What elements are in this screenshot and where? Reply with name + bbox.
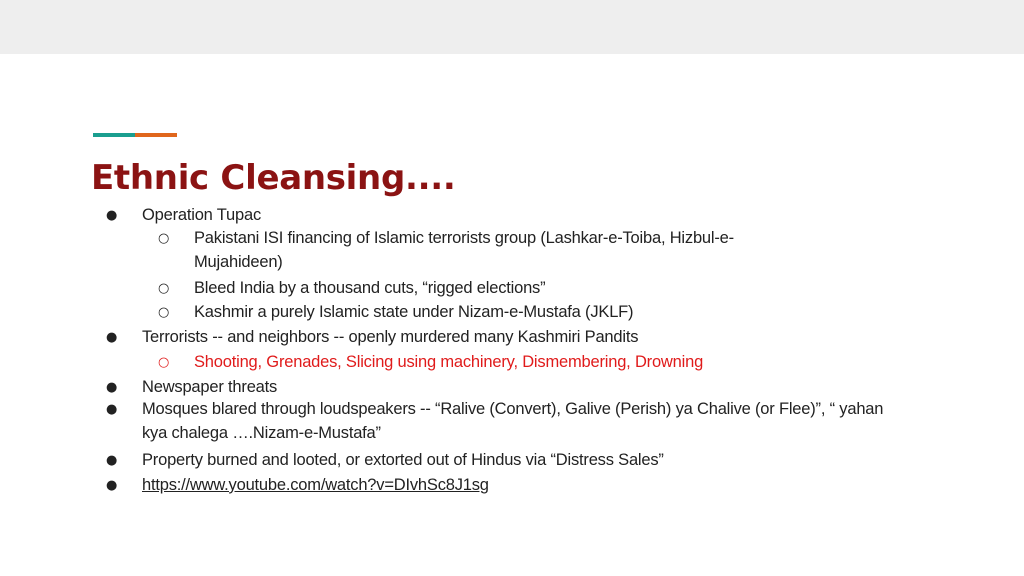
sub-bullet-item: Bleed India by a thousand cuts, “rigged elections” (194, 279, 546, 297)
bullet-dot-icon: ● (106, 380, 118, 395)
bullet-item-continued: kya chalega ….Nizam-e-Mustafa” (142, 424, 381, 442)
bullet-dot-icon: ● (106, 478, 118, 493)
sub-bullet-circle-icon: ○ (158, 231, 170, 246)
bullet-dot-icon: ● (106, 453, 118, 468)
sub-bullet-item: Pakistani ISI financing of Islamic terrorists group (Lashkar-e-Toiba, Hizbul-e- (194, 229, 734, 247)
bullet-item: Operation Tupac (142, 206, 261, 224)
bullet-item: Terrorists -- and neighbors -- openly murdered many Kashmiri Pandits (142, 328, 639, 346)
youtube-link[interactable]: https://www.youtube.com/watch?v=DIvhSc8J1sg (142, 476, 489, 494)
bullet-item: Mosques blared through loudspeakers -- “Ralive (Convert), Galive (Perish) ya Chalive (or Flee)”, “ yahan (142, 400, 884, 418)
slide-title: Ethnic Cleansing.... (91, 158, 456, 198)
sub-bullet-item-continued: Mujahideen) (194, 253, 283, 271)
sub-bullet-circle-icon: ○ (158, 281, 170, 296)
bullet-dot-icon: ● (106, 402, 118, 417)
bullet-dot-icon: ● (106, 330, 118, 345)
sub-bullet-circle-icon: ○ (158, 355, 170, 370)
bullet-item: Newspaper threats (142, 378, 278, 396)
sub-bullet-item-highlighted: Shooting, Grenades, Slicing using machinery, Dismembering, Drowning (194, 353, 704, 371)
bullet-item: Property burned and looted, or extorted out of Hindus via “Distress Sales” (142, 451, 664, 469)
sub-bullet-item: Kashmir a purely Islamic state under Nizam-e-Mustafa (JKLF) (194, 303, 634, 321)
sub-bullet-circle-icon: ○ (158, 305, 170, 320)
bullet-dot-icon: ● (106, 208, 118, 223)
